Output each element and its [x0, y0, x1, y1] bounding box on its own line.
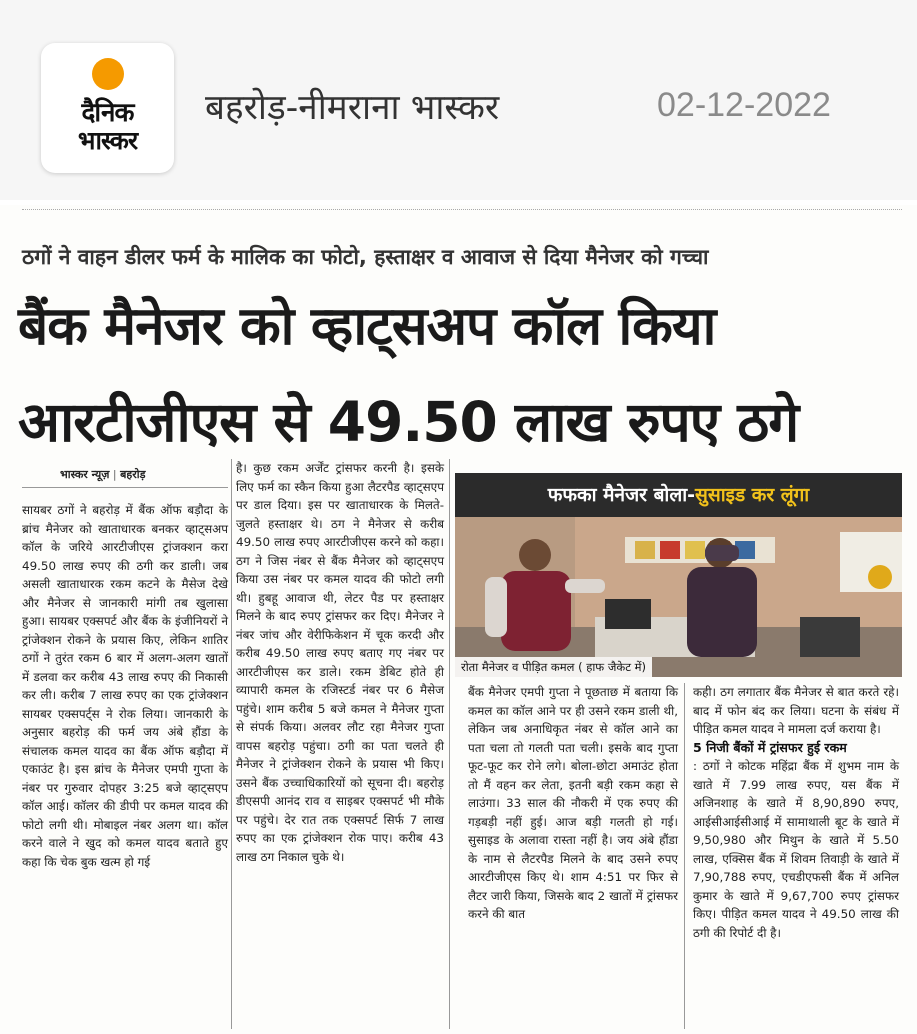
byline-separator: |	[109, 468, 121, 481]
masthead	[0, 0, 917, 200]
article-kicker: ठगों ने वाहन डीलर फर्म के मालिक का फोटो, हस्ताक्षर व आवाज से दिया मैनेजर को गच्चा	[22, 245, 709, 269]
edition-date: 02-12-2022	[657, 86, 831, 124]
article-column-4	[693, 683, 899, 942]
photo-title-part1: फफका मैनेजर बोला-	[547, 484, 696, 506]
photo-scene	[455, 517, 902, 677]
byline-place: बहरोड़	[120, 468, 146, 481]
column-4-body: : ठगों ने कोटक महिंद्रा बैंक में शुभम नाम के खाते में 7.99 लाख रुपए, यस बैंक में अजिनशाह के खाते में 8,90,890 रुपए, आईसीआईसीआई में सामाथाली बूट के खाते में 9,50,980 और मिथुन के खाते में 5.50 लाख, एक्सिस बैंक में शिवम तिवाड़ी के खाते में 7,90,788 रुपए, एचडीएफसी बैंक में अनिल कुमार के खाते में 9,67,700 रुपए ट्रांसफर किए। पीड़ित कमल यादव ने 49.50 लाख की ठगी की रिपोर्ट दी है।	[693, 759, 899, 940]
article-column-3: बैंक मैनेजर एमपी गुप्ता ने पूछताछ में बताया कि कमल का कॉल आने पर ही उसने रकम डाली थी, लेकिन जब अनाधिकृत नंबर से कॉल आने का पता चला तो गलती पता चली। इसके बाद गुप्ता फूट-फूट कर रोने लगे। बोला-छोटा अमाउंट होता तो मैं वहन कर लेता, इतनी बड़ी रकम कहा से लाउंगा। 33 साल की नौकरी में एक रुपए की गड़बड़ी नहीं हुई। आज बड़ी गलती हो गई। सुसाइड के अलावा रास्ता नहीं है। जय अंबे हौंडा के नाम से लैटरपैड मिलने के बाद उसने रुपए आरटीजीएस किए थे। शाम 4:51 पर फिर से लैटर जारी किया, जिसके बाद 2 खातों में ट्रांसफर करने की बात	[468, 685, 678, 921]
photo-title	[455, 473, 902, 517]
column-divider	[231, 459, 232, 1029]
top-rule	[22, 209, 902, 216]
byline-rule	[22, 487, 228, 488]
column-divider	[449, 459, 450, 1029]
column-divider	[684, 683, 685, 1029]
article-column-1: सायबर ठगों ने बहरोड़ में बैंक ऑफ बड़ौदा के ब्रांच मैनेजर को खाताधारक बनकर व्हाट्सअप कॉल के जरिये आरटीजीएस ट्रांजक्शन करा 49.50 लाख रुपए की ठगी कर डाली। जब असली खाताधारक रकम कटने के मैसेज देखे और मैनेजर से जानकारी मांगी तब खुलासा हुआ। सायबर एक्सपर्ट और बैंक के इंजीनियरों ने ट्रांजेक्शन रोकने के प्रयास किए, लेकिन शातिर ठगों ने तुरंत रकम 6 बार में अलग-अलग खातों में डलवा कर करीब 43 लाख रुपए की निकासी कर ली। करीब 7 लाख रुपए का एक ट्रांजेक्शन सायबर एक्सपर्ट्स ने रोक लिया। जानकारी के अनुसार बहरोड़ की फर्म जय अंबे हौंडा के संचालक कमल यादव का बैंक ऑफ बड़ौदा में एकाउंट है। इस ब्रांच के मैनेजर एमपी गुप्ता के नंबर पर गुरुवार दोपहर 3:25 बजे व्हाट्सएप कॉल आई। कॉलर की डीपी पर कमल यादव की फोटो लगी थी। मोबाइल नंबर अलग था। कॉल करने वाले ने खुद को कमल यादव बताते हुए कहा कि चेक बुक खत्म हो गई	[22, 503, 228, 869]
sun-logo-icon	[92, 58, 124, 90]
newspaper-clipping	[0, 205, 917, 1034]
byline	[60, 467, 146, 482]
column-4-intro: कही। ठग लगातार बैंक मैनेजर से बात करते रहे। बाद में फोन बंद कर लिया। घटना के संबंध में पीड़ित कमल यादव ने मामला दर्ज कराया है।	[693, 685, 899, 736]
edition-title: बहरोड़-नीमराना भास्कर	[205, 88, 500, 128]
news-photo[interactable]	[455, 473, 902, 677]
dainik-bhaskar-logo[interactable]	[41, 43, 174, 173]
headline-line2: आरटीजीएस से 49.50 लाख रुपए ठगे	[18, 390, 799, 454]
headline-line1: बैंक मैनेजर को व्हाट्सअप कॉल किया	[18, 296, 716, 357]
logo-text-line2: भास्कर	[77, 126, 138, 155]
byline-source: भास्कर न्यूज़	[60, 468, 110, 481]
logo-text-line1: दैनिक	[81, 98, 134, 128]
photo-title-highlight: सुसाइड कर लूंगा	[695, 484, 810, 506]
column-4-subhead: 5 निजी बैंकों में ट्रांसफर हुई रकम	[693, 739, 847, 755]
article-column-2: है। कुछ रकम अर्जेंट ट्रांसफर करनी है। इसके लिए फर्म का स्कैन किया हुआ लैटरपैड व्हाट्सएप पर डाल दिया। इस पर खाताधारक के मिलते-जुलते हस्ताक्षर थे। ठग ने मैनेजर से करीब 49.50 लाख रुपए आरटीजीएस करने को कहा। ठग ने जिस नंबर से बैंक मैनेजर को व्हाट्सएप किया उस नंबर पर कमल यादव की फोटो लगी थी। हुबहू आवाज थी, लेटर पैड पर हस्ताक्षर मिलने के बाद रुपए ट्रांसफर कर दिए। मैनेजर ने नंबर जांच और वेरीफिकेशन में चूक करदी और करीब 49.50 लाख रुपए बताए गए नंबर पर आरटीजीएस कर डाले। रकम डेबिट होते ही व्यापारी कमल के रजिस्टर्ड नंबर पर 6 मैसेज पहुंचे। शाम करीब 5 बजे कमल ने मैनेजर गुप्ता से संपर्क किया। अलवर लौट रहा मैनेजर गुप्ता वापस बहरोड़ पहुंचा। ठगी का पता चलते ही मैनेजर ने ट्रांजेक्शन रोकने के प्रयास भी किए। उसने बैंक उच्चाधिकारियों को सूचना दी। बहरोड़ डीएसपी आनंद राव व साइबर एक्सपर्ट भी मौके पर पहुंचे। देर रात तक एक्सपर्ट सिर्फ 7 लाख रुपए का एक ट्रांजेक्शन रोक पाए। करीब 43 लाख ठग निकाल चुके थे।	[236, 461, 444, 864]
photo-caption: रोता मैनेजर व पीड़ित कमल ( हाफ जैकेट में)	[455, 657, 652, 677]
